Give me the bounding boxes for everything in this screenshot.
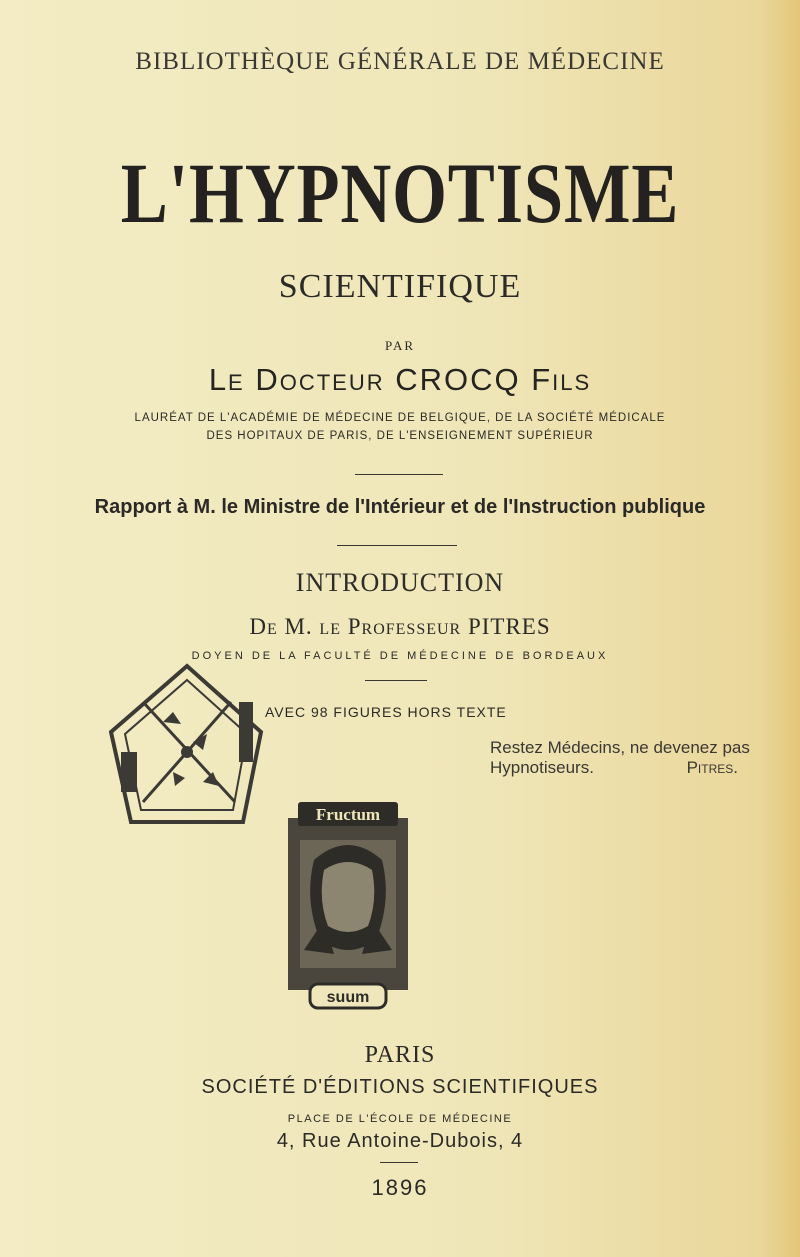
by-label: PAR: [384, 338, 416, 353]
figures-note: AVEC 98 FIGURES HORS TEXTE: [265, 704, 507, 720]
series-title: BIBLIOTHÈQUE GÉNÉRALE DE MÉDECINE: [135, 48, 665, 75]
epigraph-signature: Pitres.: [686, 758, 738, 778]
author-name: Le Docteur CROCQ Fils: [208, 362, 592, 397]
divider-rule: [337, 545, 457, 546]
divider-rule: [355, 474, 443, 475]
publication-city: PARIS: [364, 1042, 436, 1068]
epigraph-line-1: Restez Médecins, ne devenez pas: [490, 738, 750, 757]
divider-rule: [365, 680, 427, 681]
publisher-mark-top-word: Fructum: [315, 805, 381, 824]
introduction-author-title: DOYEN DE LA FACULTÉ DE MÉDECINE DE BORDEAUX: [191, 650, 609, 662]
divider-rule: [380, 1162, 418, 1163]
publisher-place: PLACE DE L'ÉCOLE DE MÉDECINE: [287, 1113, 513, 1125]
report-line: Rapport à M. le Ministre de l'Intérieur et de l'Instruction publique: [94, 496, 706, 518]
credentials-line-1: LAURÉAT DE L'ACADÉMIE DE MÉDECINE DE BELGIQUE, DE LA SOCIÉTÉ MÉDICALE: [134, 412, 666, 424]
book-title: L'HYPNOTISME: [120, 145, 680, 241]
book-subtitle: SCIENTIFIQUE: [278, 268, 522, 305]
publisher-mark-bottom-word: suum: [326, 989, 370, 1006]
publisher-address: 4, Rue Antoine-Dubois, 4: [276, 1130, 524, 1152]
author-credentials: [0, 412, 800, 448]
publisher-name: SOCIÉTÉ D'ÉDITIONS SCIENTIFIQUES: [201, 1076, 599, 1098]
introduction-author: De M. le Professeur PITRES: [249, 614, 551, 639]
epigraph-line-2: Hypnotiseurs.: [490, 758, 594, 778]
publication-year: 1896: [371, 1175, 429, 1200]
epigraph: [490, 738, 750, 779]
credentials-line-2: DES HOPITAUX DE PARIS, DE L'ENSEIGNEMENT SUPÉRIEUR: [206, 430, 594, 442]
library-emblem-icon: [103, 662, 271, 832]
introduction-heading: INTRODUCTION: [295, 568, 505, 597]
publisher-mark-icon: [284, 800, 412, 1015]
